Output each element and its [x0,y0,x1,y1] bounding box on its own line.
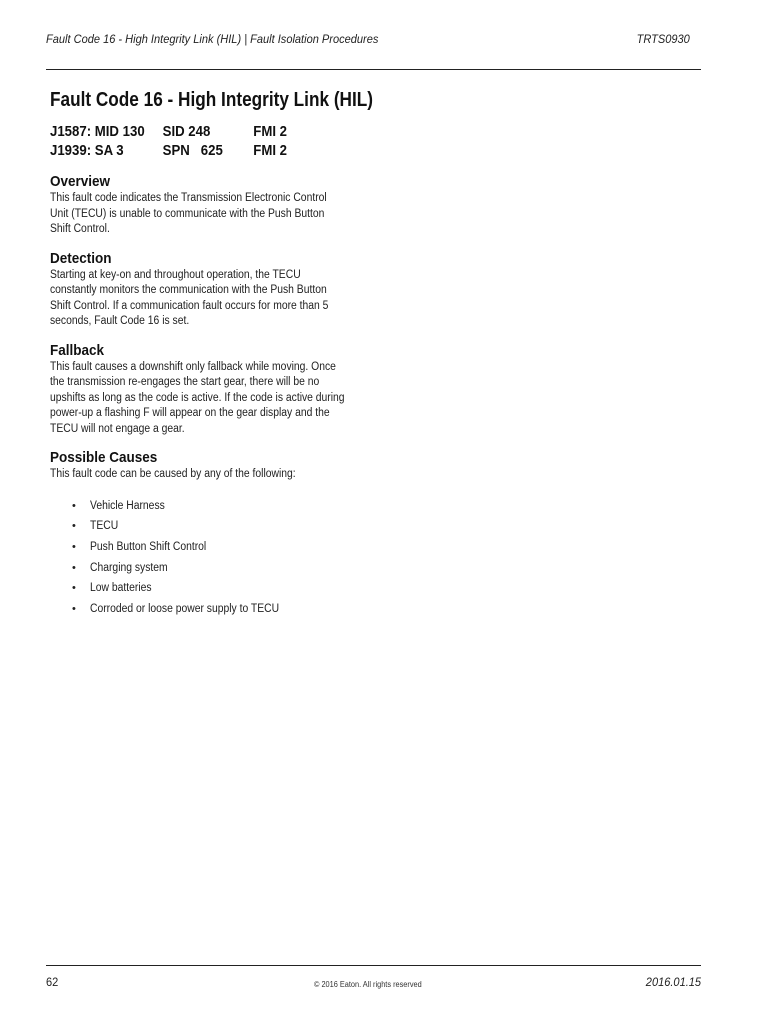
page-content [50,86,373,620]
possible-causes-intro: This fault code can be caused by any of the following: [50,468,296,480]
cause-label: Push Button Shift Control [90,540,207,553]
j1587-fmi: FMI 2 [253,123,288,140]
list-item [50,558,350,579]
copyright-notice: © 2016 Eaton. All rights reserved [314,980,422,989]
fault-code-table [50,122,350,160]
footer-divider [46,965,701,966]
list-item [50,516,350,537]
j1939-fmi: FMI 2 [253,142,288,159]
j1587-mid: J1587: MID 130 [50,123,145,140]
possible-causes-list [50,496,350,620]
j1939-sa: J1939: SA 3 [50,142,124,159]
j1939-spn: SPN 625 [162,142,223,159]
fallback-text: This fault causes a downshift only fallback while moving. Once the transmission re-engages the start gear, there will be no upshifts as long as the code is active. If the code is active during power-up a flashing F will appear on the gear display and the TECU will not engage a gear. [50,360,345,435]
overview-heading: Overview [50,173,111,190]
overview-section [50,173,350,238]
code-row-j1587 [50,122,314,141]
bullet-icon: • [72,520,76,533]
possible-causes-section [50,449,350,620]
possible-causes-heading: Possible Causes [50,449,158,466]
fallback-section [50,342,350,438]
list-item [50,578,350,599]
bullet-icon: • [72,582,76,595]
bullet-icon: • [72,540,76,553]
cause-label: Charging system [90,561,168,574]
detection-section [50,250,350,330]
list-item [50,599,350,620]
list-item [50,537,350,558]
header-divider [46,69,701,70]
publication-date: 2016.01.15 [645,975,701,989]
fallback-heading: Fallback [50,341,105,359]
j1587-sid: SID 248 [162,123,211,140]
running-header-title: Fault Code 16 - High Integrity Link (HIL) | Fault Isolation Procedures [46,32,379,46]
cause-label: Vehicle Harness [90,499,165,512]
code-row-j1939 [50,141,314,160]
overview-text: This fault code indicates the Transmission Electronic Control Unit (TECU) is unable to communicate with the Push Button Shift Control. [50,192,327,235]
document-number: TRTS0930 [636,32,690,46]
cause-label: Low batteries [90,582,152,595]
bullet-icon: • [72,499,76,512]
detection-heading: Detection [50,249,112,267]
page-number: 62 [46,975,59,989]
detection-text: Starting at key-on and throughout operation, the TECU constantly monitors the communication with the Push Button Shift Control. If a communication fault occurs for more than 5 seconds, Fault Code 16 is set. [50,268,329,327]
bullet-icon: • [72,561,76,574]
page-title: Fault Code 16 - High Integrity Link (HIL) [50,89,373,111]
cause-label: Corroded or loose power supply to TECU [90,602,280,615]
bullet-icon: • [72,602,76,615]
list-item [50,496,350,517]
cause-label: TECU [90,520,119,533]
